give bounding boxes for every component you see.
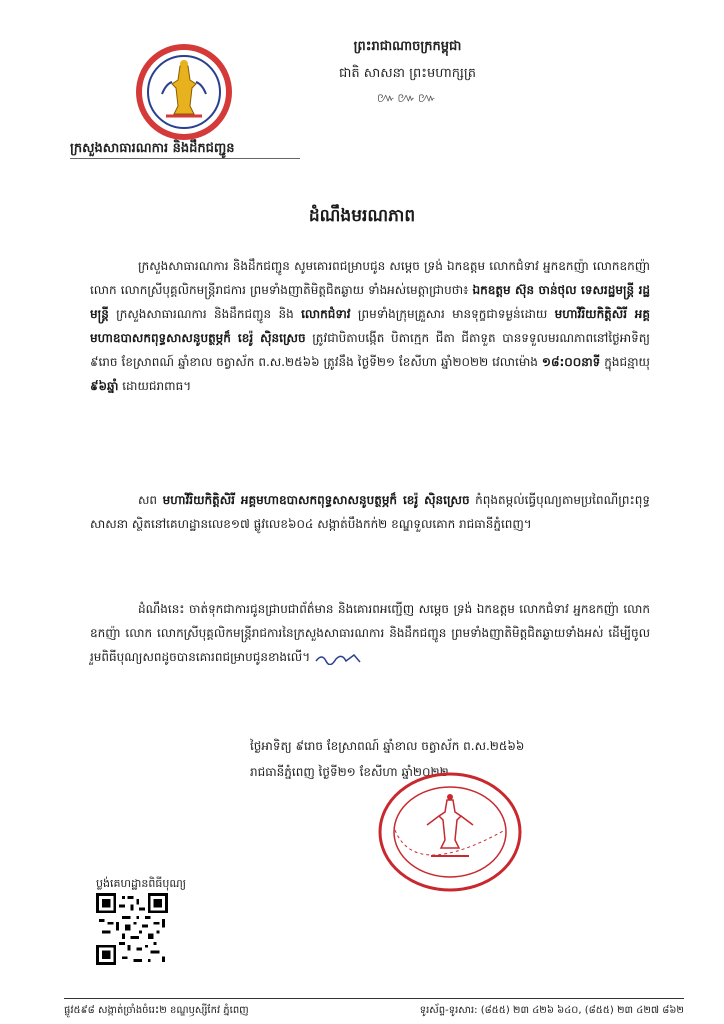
- p1-bold-5: ៩៦ឆ្នាំ: [90, 379, 119, 393]
- date-gregorian: រាជធានីភ្នំពេញ ថ្ងៃទី២១ ខែសីហា ឆ្នាំ២០២២: [250, 765, 449, 779]
- p3-text-1: ដំណឹងនេះ ចាត់ទុកជាការជូនជ្រាបជាព័ត៌មាន និងគោរពអញ្ជើញ សម្តេច ទ្រង់ ឯកឧត្តម លោកជំទាវ អ្នកឧកញ៉ា លោកឧកញ៉ា លោក លោកស្រីបុគ្គលិកមន្ត្រីរាជការនៃក្រសួងសាធារណការ និងដឹកជញ្ជូន ព្រមទាំងញាតិមិត្តជិតឆ្ងាយទាំងអស់ ដើម្បីចូលរួមពិធីបុណ្យសពដូចបានគោរពជម្រាបជូនខាងលើ។: [90, 602, 650, 664]
- paragraph-2: [90, 488, 650, 536]
- footer-divider: [64, 998, 684, 999]
- p1-bold-1: ឯកឧត្តម ស៊ុន ចាន់ថុល ទេសរដ្ឋមន្ត្រី រដ្ឋមន្ត្រី: [90, 283, 650, 321]
- ministry-logo: [136, 44, 232, 140]
- p1-bold-3: មហាវិរិយកិត្តិសិរី អគ្គមហាឧបាសកពុទ្ធសាសនូបត្ថម្ភក៏ ខេរ៉ូ ស៊ិនស្រេច: [90, 307, 650, 345]
- qr-label: ប្លង់គេហដ្ឋានពិធីបុណ្យ: [96, 877, 187, 890]
- p1-text-6: ដោយជរាពាធ។: [122, 379, 192, 393]
- footer-phone: ទូរស័ព្ទ-ទូរសារ: (៨៥៥) ២៣ ៤២៦ ៦៤០, (៨៥៥) ២៣ ៤២៧ ៨៦២: [419, 1005, 684, 1016]
- official-seal: [375, 770, 525, 895]
- document-title: ដំណឹងមរណភាព: [308, 206, 416, 226]
- initial-scribble-icon: [314, 651, 364, 665]
- paragraph-3: [90, 597, 650, 669]
- p2-text-2: កំពុងតម្កល់ធ្វើបុណ្យតាមប្រពៃណីព្រះពុទ្ធសាសនា ស្ថិតនៅគេហដ្ឋានលេខ១៧ ផ្លូវលេខ៦០៤ សង្កាត់បឹងកក់២ ខណ្ឌទួលគោក រាជធានីភ្នំពេញ។: [90, 493, 650, 531]
- p1-bold-4: ១៨:០០នាទី: [541, 355, 601, 369]
- p2-bold-1: មហាវិរិយកិត្តិសិរី អគ្គមហាឧបាសកពុទ្ធសាសនូបត្ថម្ភក៏ ខេរ៉ូ ស៊ិនស្រេច: [162, 493, 470, 507]
- p1-text-4: ត្រូវជាបិតាបង្កើត បិតាក្មេក ជីតា ជីតាទួត បានទទួលមរណភាពនៅថ្ងៃអាទិត្យ ៩រោច ខែស្រាពណ៍ ឆ្នាំខាល ចត្វាស័ក ព.ស.២៥៦៦ ត្រូវនឹង ថ្ងៃទី២១ ខែសីហា ឆ្នាំ២០២២ វេលាម៉ោង: [90, 331, 650, 369]
- p1-text-1: ក្រសួងសាធារណការ និងដឹកជញ្ជូន សូមគោរពជម្រាបជូន សម្តេច ទ្រង់ ឯកឧត្តម លោកជំទាវ អ្នកឧកញ៉ា លោកឧកញ៉ា លោក លោកស្រីបុគ្គលិកមន្ត្រីរាជការ ព្រមទាំងញាតិមិត្តជិតឆ្ងាយ ទាំងអស់មេត្តាជ្រាបថា៖: [90, 259, 650, 297]
- p1-text-5: ក្នុងជន្មាយុ: [604, 355, 650, 369]
- kingdom-motto: ជាតិ សាសនា ព្រះមហាក្សត្រ: [339, 66, 476, 81]
- ministry-name: ក្រសួងសាធារណការ និងដឹកជញ្ជូន: [70, 141, 235, 156]
- p1-text-3: ព្រមទាំងក្រុមគ្រួសារ មានទុក្ខជាទម្ងន់ដោយ: [357, 307, 548, 321]
- kingdom-ornament: ៚៚៚: [376, 91, 439, 106]
- p2-text-1: សព: [138, 493, 158, 507]
- kingdom-header: [300, 38, 515, 109]
- p1-text-2: ក្រសួងសាធារណការ និងដឹកជញ្ជូន និង: [116, 307, 294, 321]
- footer-address: ផ្លូវ៥៩៨ សង្កាត់ច្រាំងចំរេះ២ ខណ្ឌឫស្សីកែវ ភ្នំពេញ: [64, 1005, 249, 1016]
- paragraph-1: [90, 254, 650, 398]
- date-lunar: ថ្ងៃអាទិត្យ ៩រោច ខែស្រាពណ៍ ឆ្នាំខាល ចត្វាស័ក ព.ស.២៥៦៦: [250, 739, 525, 753]
- ministry-underline: [70, 158, 300, 159]
- p1-bold-2: លោកជំទាវ: [301, 307, 351, 321]
- kingdom-title: ព្រះរាជាណាចក្រកម្ពុជា: [353, 39, 462, 54]
- location-qr-code[interactable]: [96, 893, 168, 965]
